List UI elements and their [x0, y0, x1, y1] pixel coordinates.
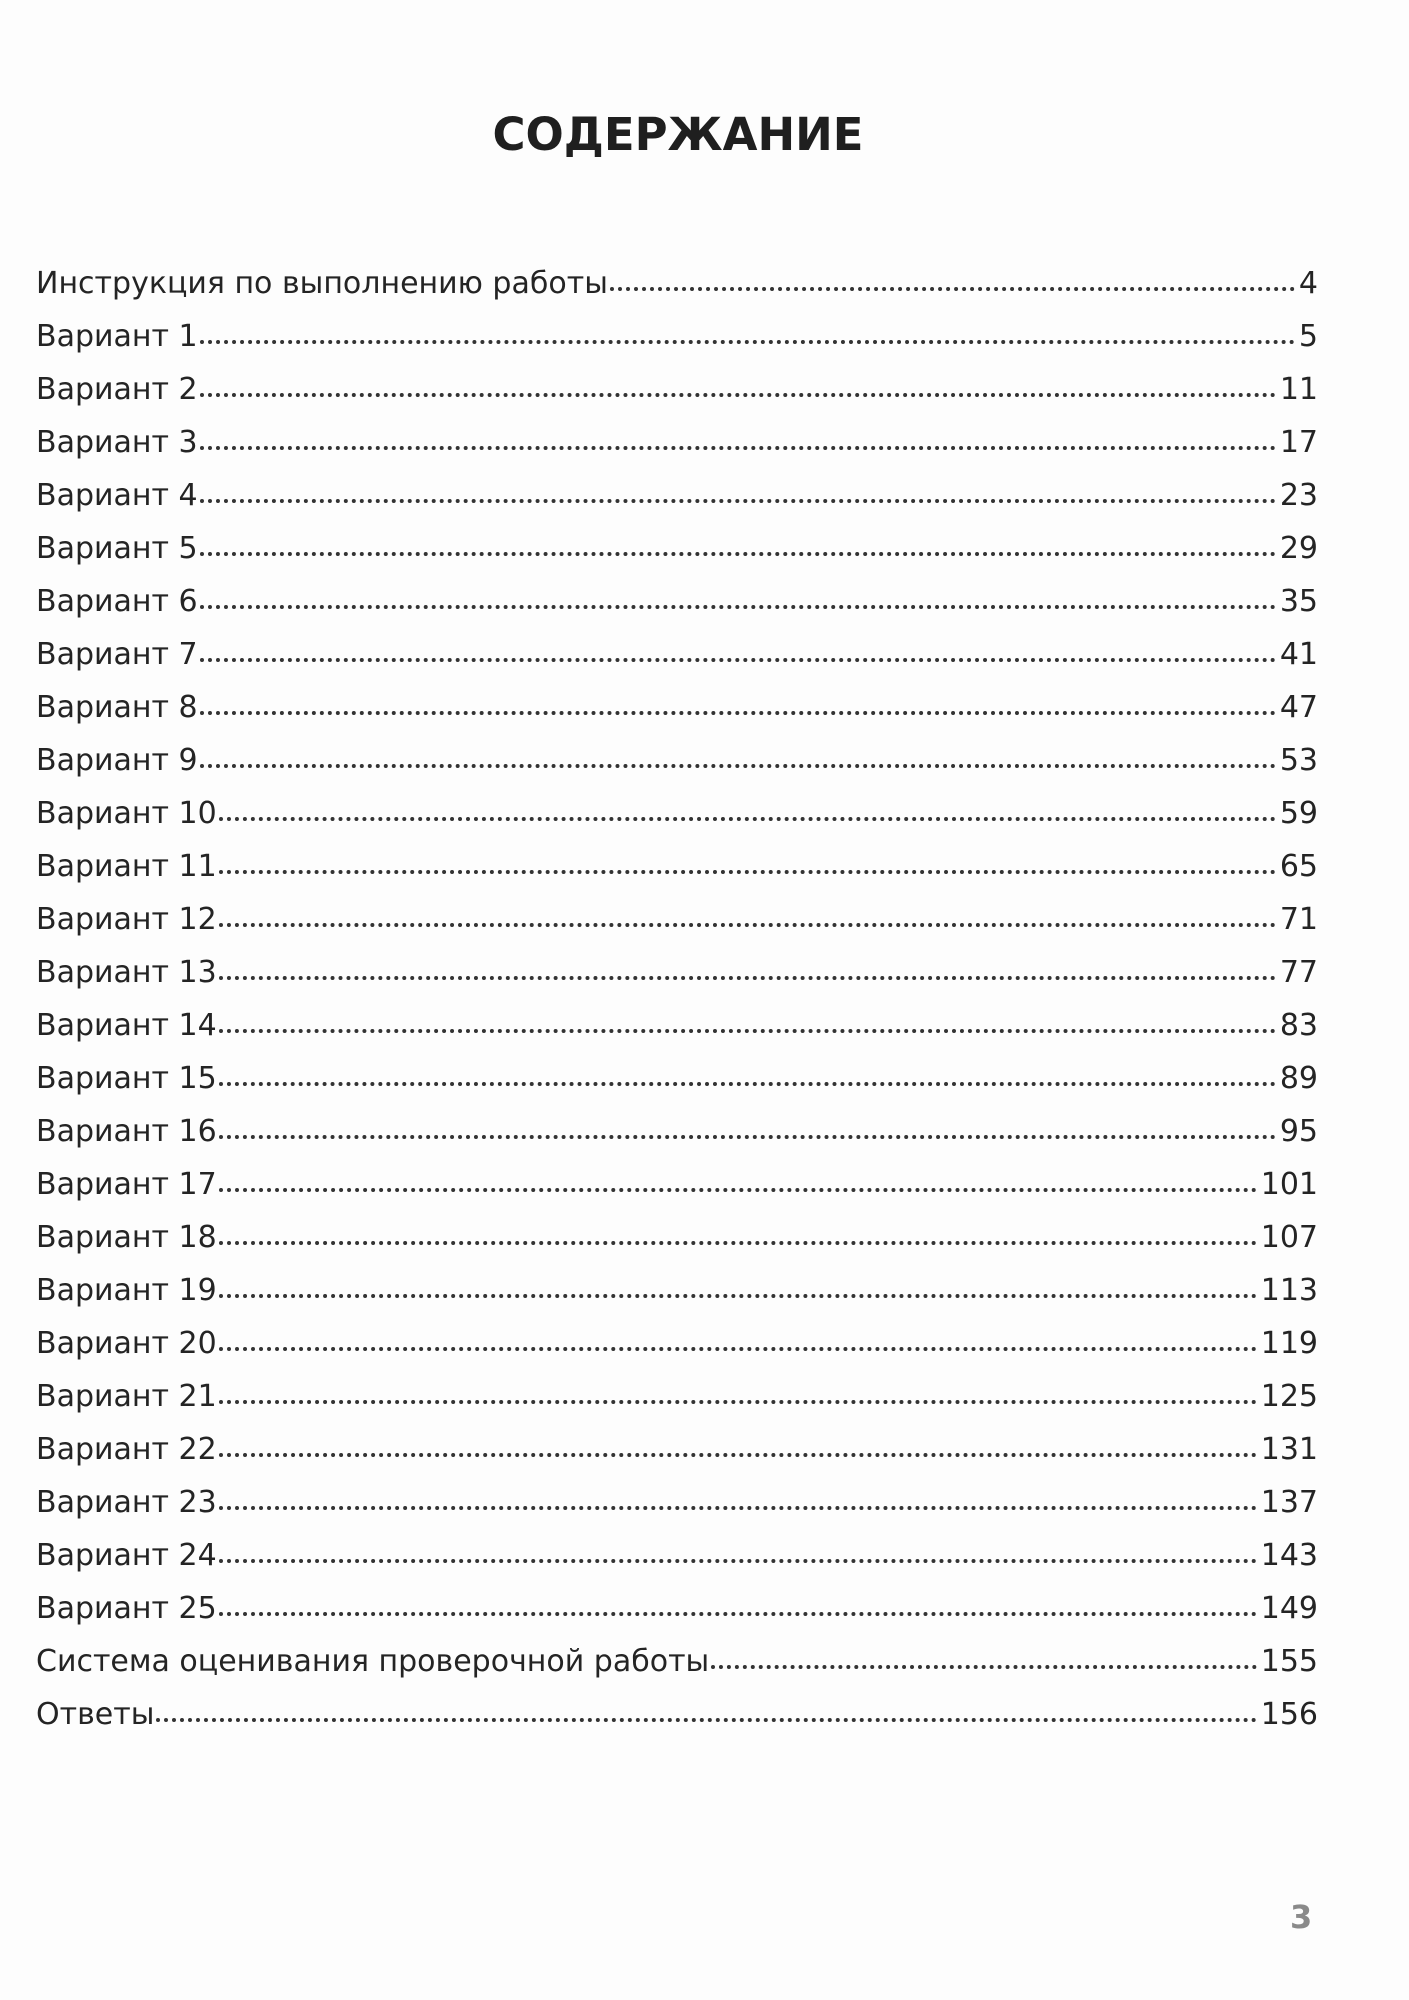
- toc-entry[interactable]: [36, 1432, 1318, 1485]
- toc-entry-label: Ответы: [36, 1697, 155, 1732]
- toc-entry[interactable]: [36, 1061, 1318, 1114]
- dot-leader: [219, 1082, 1276, 1086]
- toc-entry-label: Вариант 19: [36, 1273, 217, 1308]
- toc-entry[interactable]: [36, 266, 1318, 319]
- toc-entry[interactable]: [36, 372, 1318, 425]
- toc-entry-label: Вариант 24: [36, 1538, 217, 1573]
- dot-leader: [219, 1135, 1276, 1139]
- toc-entry[interactable]: [36, 584, 1318, 637]
- page-number: 3: [1290, 1898, 1313, 1936]
- dot-leader: [219, 870, 1276, 874]
- toc-entry-page: 131: [1260, 1432, 1318, 1467]
- toc-entry-label: Вариант 14: [36, 1008, 217, 1043]
- dot-leader: [219, 1241, 1257, 1245]
- toc-entry[interactable]: [36, 902, 1318, 955]
- toc-entry-page: 137: [1260, 1485, 1318, 1520]
- toc-entry-label: Вариант 10: [36, 796, 217, 831]
- toc-entry[interactable]: [36, 1167, 1318, 1220]
- toc-entry[interactable]: [36, 637, 1318, 690]
- dot-leader: [219, 1029, 1276, 1033]
- dot-leader: [219, 1294, 1257, 1298]
- toc-entry-label: Вариант 11: [36, 849, 217, 884]
- toc-entry-label: Вариант 5: [36, 531, 198, 566]
- toc-entry-page: 47: [1279, 690, 1318, 725]
- toc-entry-page: 41: [1279, 637, 1318, 672]
- toc-entry[interactable]: [36, 1220, 1318, 1273]
- toc-entry-label: Вариант 2: [36, 372, 198, 407]
- toc-entry-page: 59: [1279, 796, 1318, 831]
- toc-entry-page: 119: [1260, 1326, 1318, 1361]
- toc-entry[interactable]: [36, 849, 1318, 902]
- dot-leader: [219, 1400, 1257, 1404]
- toc-entry[interactable]: [36, 1591, 1318, 1644]
- toc-entry-page: 71: [1279, 902, 1318, 937]
- toc-entry-page: 77: [1279, 955, 1318, 990]
- toc-entry-page: 83: [1279, 1008, 1318, 1043]
- toc-entry-page: 4: [1298, 266, 1318, 301]
- dot-leader: [200, 605, 1276, 609]
- toc-entry-label: Вариант 15: [36, 1061, 217, 1096]
- dot-leader: [219, 1347, 1257, 1351]
- toc-entry-page: 53: [1279, 743, 1318, 778]
- toc-entry[interactable]: [36, 1697, 1318, 1750]
- dot-leader: [200, 499, 1276, 503]
- dot-leader: [200, 446, 1276, 450]
- toc-entry-label: Вариант 8: [36, 690, 198, 725]
- toc-entry-page: 35: [1279, 584, 1318, 619]
- table-of-contents: [36, 266, 1318, 1750]
- toc-entry-page: 101: [1260, 1167, 1318, 1202]
- dot-leader: [610, 287, 1295, 291]
- toc-entry-label: Вариант 17: [36, 1167, 217, 1202]
- toc-entry-label: Вариант 12: [36, 902, 217, 937]
- toc-entry-page: 11: [1279, 372, 1318, 407]
- dot-leader: [219, 1612, 1257, 1616]
- page-title: СОДЕРЖАНИЕ: [492, 108, 864, 161]
- toc-entry-page: 156: [1260, 1697, 1318, 1732]
- toc-entry-page: 95: [1279, 1114, 1318, 1149]
- toc-entry-label: Вариант 7: [36, 637, 198, 672]
- dot-leader: [219, 1506, 1257, 1510]
- toc-entry-page: 125: [1260, 1379, 1318, 1414]
- dot-leader: [219, 817, 1276, 821]
- toc-entry[interactable]: [36, 425, 1318, 478]
- toc-entry[interactable]: [36, 796, 1318, 849]
- dot-leader: [200, 658, 1276, 662]
- dot-leader: [200, 340, 1295, 344]
- toc-entry-page: 29: [1279, 531, 1318, 566]
- dot-leader: [200, 552, 1276, 556]
- toc-entry[interactable]: [36, 1114, 1318, 1167]
- toc-entry[interactable]: [36, 1538, 1318, 1591]
- toc-entry-page: 143: [1260, 1538, 1318, 1573]
- toc-entry[interactable]: [36, 955, 1318, 1008]
- toc-entry-label: Инструкция по выполнению работы: [36, 266, 608, 301]
- dot-leader: [200, 711, 1276, 715]
- toc-entry-page: 113: [1260, 1273, 1318, 1308]
- toc-entry-page: 107: [1260, 1220, 1318, 1255]
- toc-entry[interactable]: [36, 478, 1318, 531]
- toc-entry[interactable]: [36, 1326, 1318, 1379]
- dot-leader: [219, 976, 1276, 980]
- toc-entry-label: Вариант 20: [36, 1326, 217, 1361]
- toc-entry-label: Вариант 25: [36, 1591, 217, 1626]
- dot-leader: [219, 1453, 1257, 1457]
- dot-leader: [200, 764, 1276, 768]
- dot-leader: [219, 1188, 1257, 1192]
- dot-leader: [156, 1718, 1256, 1722]
- toc-entry-label: Система оценивания проверочной работы: [36, 1644, 710, 1679]
- toc-entry-label: Вариант 22: [36, 1432, 217, 1467]
- toc-entry-label: Вариант 9: [36, 743, 198, 778]
- toc-entry-page: 149: [1260, 1591, 1318, 1626]
- toc-entry[interactable]: [36, 690, 1318, 743]
- toc-entry[interactable]: [36, 319, 1318, 372]
- toc-entry-label: Вариант 4: [36, 478, 198, 513]
- toc-entry-label: Вариант 21: [36, 1379, 217, 1414]
- toc-entry-page: 65: [1279, 849, 1318, 884]
- toc-entry[interactable]: [36, 1379, 1318, 1432]
- dot-leader: [219, 923, 1276, 927]
- toc-entry[interactable]: [36, 1485, 1318, 1538]
- dot-leader: [711, 1665, 1256, 1669]
- dot-leader: [200, 393, 1276, 397]
- toc-entry-label: Вариант 23: [36, 1485, 217, 1520]
- toc-entry-label: Вариант 1: [36, 319, 198, 354]
- toc-entry-page: 89: [1279, 1061, 1318, 1096]
- toc-entry[interactable]: [36, 531, 1318, 584]
- toc-entry-page: 155: [1260, 1644, 1318, 1679]
- toc-entry[interactable]: [36, 1273, 1318, 1326]
- toc-entry-label: Вариант 3: [36, 425, 198, 460]
- dot-leader: [219, 1559, 1257, 1563]
- toc-entry[interactable]: [36, 743, 1318, 796]
- toc-entry-page: 5: [1298, 319, 1318, 354]
- toc-entry[interactable]: [36, 1644, 1318, 1697]
- toc-entry-label: Вариант 6: [36, 584, 198, 619]
- toc-entry-label: Вариант 16: [36, 1114, 217, 1149]
- toc-entry-page: 23: [1279, 478, 1318, 513]
- toc-entry-label: Вариант 18: [36, 1220, 217, 1255]
- toc-entry-page: 17: [1279, 425, 1318, 460]
- toc-entry[interactable]: [36, 1008, 1318, 1061]
- toc-entry-label: Вариант 13: [36, 955, 217, 990]
